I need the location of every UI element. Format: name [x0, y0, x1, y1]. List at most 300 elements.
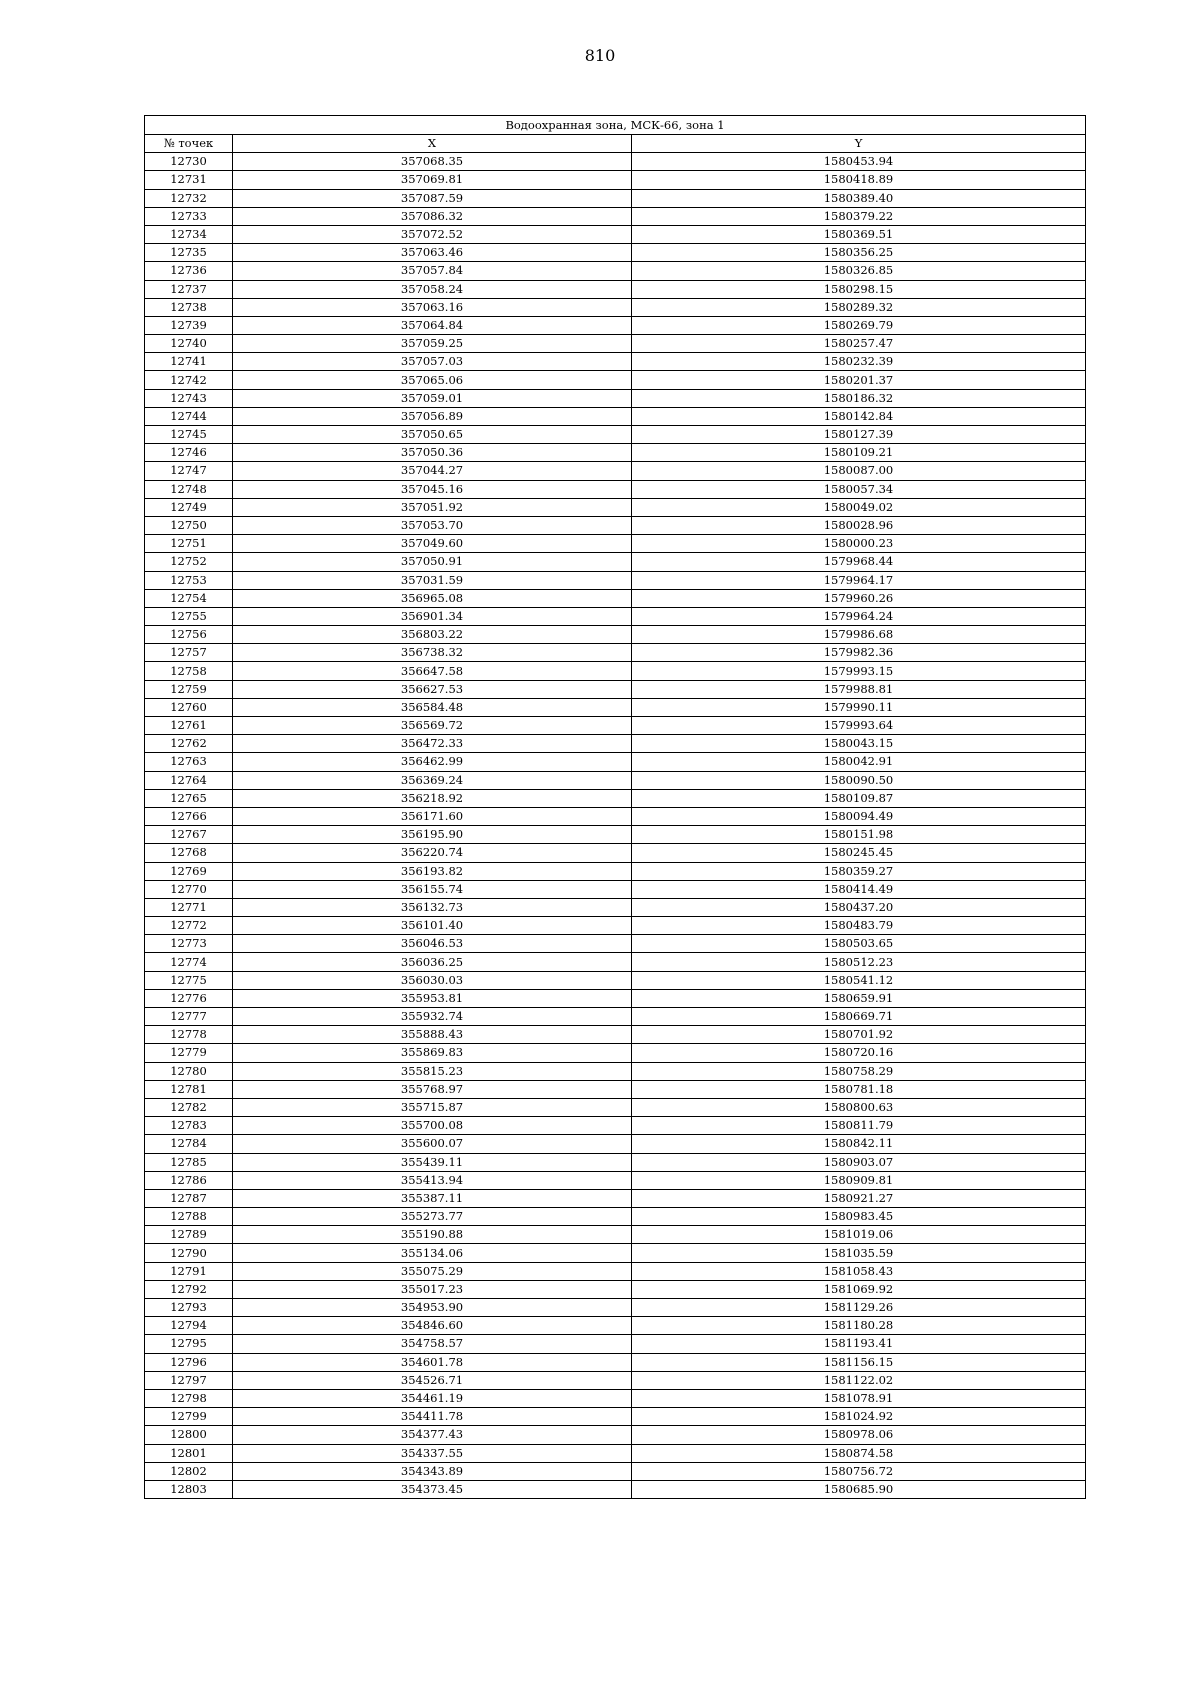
- cell-x: 355932.74: [233, 1008, 632, 1026]
- cell-y: 1580269.79: [632, 316, 1086, 334]
- cell-x: 356101.40: [233, 917, 632, 935]
- cell-y: 1580057.34: [632, 480, 1086, 498]
- cell-y: 1579993.64: [632, 717, 1086, 735]
- cell-point-number: 12762: [145, 735, 233, 753]
- cell-y: 1581156.15: [632, 1353, 1086, 1371]
- cell-y: 1580685.90: [632, 1480, 1086, 1498]
- cell-point-number: 12746: [145, 444, 233, 462]
- cell-y: 1580042.91: [632, 753, 1086, 771]
- table-row: [145, 1371, 1086, 1389]
- cell-x: 355700.08: [233, 1117, 632, 1135]
- table-row: [145, 1189, 1086, 1207]
- cell-x: 354526.71: [233, 1371, 632, 1389]
- cell-y: 1581058.43: [632, 1262, 1086, 1280]
- cell-y: 1579988.81: [632, 680, 1086, 698]
- cell-y: 1580127.39: [632, 426, 1086, 444]
- cell-x: 357044.27: [233, 462, 632, 480]
- cell-point-number: 12773: [145, 935, 233, 953]
- cell-x: 355413.94: [233, 1171, 632, 1189]
- cell-point-number: 12795: [145, 1335, 233, 1353]
- cell-x: 354461.19: [233, 1389, 632, 1407]
- table-row: [145, 1262, 1086, 1280]
- cell-y: 1580201.37: [632, 371, 1086, 389]
- cell-y: 1579990.11: [632, 698, 1086, 716]
- cell-y: 1580049.02: [632, 498, 1086, 516]
- cell-y: 1580811.79: [632, 1117, 1086, 1135]
- cell-x: 356965.08: [233, 589, 632, 607]
- cell-y: 1580356.25: [632, 244, 1086, 262]
- cell-y: 1580142.84: [632, 407, 1086, 425]
- cell-point-number: 12755: [145, 607, 233, 625]
- table-row: [145, 826, 1086, 844]
- cell-x: 355134.06: [233, 1244, 632, 1262]
- cell-point-number: 12734: [145, 225, 233, 243]
- cell-point-number: 12731: [145, 171, 233, 189]
- cell-point-number: 12760: [145, 698, 233, 716]
- cell-y: 1580756.72: [632, 1462, 1086, 1480]
- cell-point-number: 12786: [145, 1171, 233, 1189]
- cell-point-number: 12743: [145, 389, 233, 407]
- cell-x: 357064.84: [233, 316, 632, 334]
- cell-x: 355888.43: [233, 1026, 632, 1044]
- cell-x: 357072.52: [233, 225, 632, 243]
- cell-y: 1579964.24: [632, 607, 1086, 625]
- cell-y: 1580389.40: [632, 189, 1086, 207]
- table-row: [145, 662, 1086, 680]
- table-row: [145, 371, 1086, 389]
- cell-point-number: 12751: [145, 535, 233, 553]
- cell-y: 1579986.68: [632, 626, 1086, 644]
- cell-point-number: 12766: [145, 807, 233, 825]
- cell-x: 355387.11: [233, 1189, 632, 1207]
- cell-y: 1581024.92: [632, 1408, 1086, 1426]
- cell-point-number: 12736: [145, 262, 233, 280]
- cell-x: 356569.72: [233, 717, 632, 735]
- cell-x: 357031.59: [233, 571, 632, 589]
- cell-x: 356030.03: [233, 971, 632, 989]
- table-row: [145, 935, 1086, 953]
- table-row: [145, 862, 1086, 880]
- cell-x: 356647.58: [233, 662, 632, 680]
- cell-point-number: 12757: [145, 644, 233, 662]
- table-row: [145, 335, 1086, 353]
- cell-x: 357051.92: [233, 498, 632, 516]
- table-row: [145, 462, 1086, 480]
- cell-point-number: 12756: [145, 626, 233, 644]
- table-row: [145, 789, 1086, 807]
- cell-y: 1580983.45: [632, 1208, 1086, 1226]
- cell-point-number: 12742: [145, 371, 233, 389]
- cell-point-number: 12798: [145, 1389, 233, 1407]
- cell-x: 354377.43: [233, 1426, 632, 1444]
- table-row: [145, 426, 1086, 444]
- cell-x: 354373.45: [233, 1480, 632, 1498]
- table-row: [145, 735, 1086, 753]
- cell-y: 1580094.49: [632, 807, 1086, 825]
- cell-point-number: 12787: [145, 1189, 233, 1207]
- table-row: [145, 171, 1086, 189]
- header-y: Y: [632, 135, 1086, 153]
- cell-x: 355600.07: [233, 1135, 632, 1153]
- table-row: [145, 1408, 1086, 1426]
- cell-y: 1580701.92: [632, 1026, 1086, 1044]
- table-row: [145, 607, 1086, 625]
- cell-y: 1580781.18: [632, 1080, 1086, 1098]
- cell-y: 1580453.94: [632, 153, 1086, 171]
- cell-y: 1581122.02: [632, 1371, 1086, 1389]
- cell-y: 1580418.89: [632, 171, 1086, 189]
- table-row: [145, 680, 1086, 698]
- cell-y: 1580369.51: [632, 225, 1086, 243]
- table-row: [145, 444, 1086, 462]
- table-row: [145, 880, 1086, 898]
- table-row: [145, 553, 1086, 571]
- cell-point-number: 12781: [145, 1080, 233, 1098]
- table-row: [145, 1353, 1086, 1371]
- table-row: [145, 1299, 1086, 1317]
- cell-x: 356738.32: [233, 644, 632, 662]
- cell-x: 357059.01: [233, 389, 632, 407]
- header-x: X: [233, 135, 632, 153]
- table-row: [145, 225, 1086, 243]
- cell-point-number: 12801: [145, 1444, 233, 1462]
- table-row: [145, 1244, 1086, 1262]
- cell-point-number: 12782: [145, 1098, 233, 1116]
- cell-x: 354758.57: [233, 1335, 632, 1353]
- table-row: [145, 1389, 1086, 1407]
- table-row: [145, 1208, 1086, 1226]
- table-row: [145, 207, 1086, 225]
- cell-y: 1580043.15: [632, 735, 1086, 753]
- cell-point-number: 12740: [145, 335, 233, 353]
- table-row: [145, 280, 1086, 298]
- cell-point-number: 12790: [145, 1244, 233, 1262]
- table-row: [145, 717, 1086, 735]
- cell-y: 1580379.22: [632, 207, 1086, 225]
- table-row: [145, 771, 1086, 789]
- table-row: [145, 1080, 1086, 1098]
- cell-x: 357057.03: [233, 353, 632, 371]
- table-row: [145, 971, 1086, 989]
- cell-point-number: 12758: [145, 662, 233, 680]
- cell-x: 357050.91: [233, 553, 632, 571]
- table-row: [145, 1444, 1086, 1462]
- cell-point-number: 12779: [145, 1044, 233, 1062]
- cell-point-number: 12739: [145, 316, 233, 334]
- cell-y: 1580245.45: [632, 844, 1086, 862]
- table-header-row: [145, 135, 1086, 153]
- cell-x: 355075.29: [233, 1262, 632, 1280]
- cell-y: 1581019.06: [632, 1226, 1086, 1244]
- cell-y: 1580257.47: [632, 335, 1086, 353]
- table-row: [145, 407, 1086, 425]
- cell-point-number: 12730: [145, 153, 233, 171]
- table-row: [145, 1462, 1086, 1480]
- cell-x: 357086.32: [233, 207, 632, 225]
- table-row: [145, 389, 1086, 407]
- cell-x: 356369.24: [233, 771, 632, 789]
- table-row: [145, 953, 1086, 971]
- cell-x: 356171.60: [233, 807, 632, 825]
- cell-x: 357050.36: [233, 444, 632, 462]
- cell-x: 356220.74: [233, 844, 632, 862]
- cell-y: 1580109.87: [632, 789, 1086, 807]
- cell-point-number: 12778: [145, 1026, 233, 1044]
- cell-x: 355953.81: [233, 989, 632, 1007]
- cell-x: 355768.97: [233, 1080, 632, 1098]
- cell-x: 355869.83: [233, 1044, 632, 1062]
- cell-x: 356584.48: [233, 698, 632, 716]
- cell-x: 357065.06: [233, 371, 632, 389]
- table-row: [145, 498, 1086, 516]
- cell-x: 354411.78: [233, 1408, 632, 1426]
- cell-x: 356193.82: [233, 862, 632, 880]
- table-row: [145, 1335, 1086, 1353]
- cell-point-number: 12753: [145, 571, 233, 589]
- table-row: [145, 898, 1086, 916]
- cell-y: 1580151.98: [632, 826, 1086, 844]
- cell-x: 356901.34: [233, 607, 632, 625]
- cell-point-number: 12771: [145, 898, 233, 916]
- cell-x: 354601.78: [233, 1353, 632, 1371]
- cell-y: 1580000.23: [632, 535, 1086, 553]
- cell-x: 354846.60: [233, 1317, 632, 1335]
- cell-y: 1580437.20: [632, 898, 1086, 916]
- cell-x: 356462.99: [233, 753, 632, 771]
- cell-x: 356046.53: [233, 935, 632, 953]
- cell-point-number: 12774: [145, 953, 233, 971]
- cell-point-number: 12797: [145, 1371, 233, 1389]
- table-row: [145, 1026, 1086, 1044]
- cell-point-number: 12796: [145, 1353, 233, 1371]
- cell-x: 354343.89: [233, 1462, 632, 1480]
- table-row: [145, 1008, 1086, 1026]
- table-body: [145, 153, 1086, 1499]
- table-row: [145, 917, 1086, 935]
- cell-point-number: 12763: [145, 753, 233, 771]
- cell-y: 1579960.26: [632, 589, 1086, 607]
- cell-y: 1580909.81: [632, 1171, 1086, 1189]
- cell-y: 1580659.91: [632, 989, 1086, 1007]
- cell-x: 356132.73: [233, 898, 632, 916]
- cell-point-number: 12735: [145, 244, 233, 262]
- table-row: [145, 844, 1086, 862]
- cell-y: 1580359.27: [632, 862, 1086, 880]
- cell-x: 356036.25: [233, 953, 632, 971]
- cell-y: 1580874.58: [632, 1444, 1086, 1462]
- table-row: [145, 1135, 1086, 1153]
- table-row: [145, 1480, 1086, 1498]
- table-row: [145, 753, 1086, 771]
- cell-y: 1580921.27: [632, 1189, 1086, 1207]
- table-row: [145, 353, 1086, 371]
- table-row: [145, 626, 1086, 644]
- cell-point-number: 12802: [145, 1462, 233, 1480]
- cell-y: 1580087.00: [632, 462, 1086, 480]
- cell-point-number: 12789: [145, 1226, 233, 1244]
- cell-y: 1580512.23: [632, 953, 1086, 971]
- cell-y: 1581078.91: [632, 1389, 1086, 1407]
- table-row: [145, 516, 1086, 534]
- cell-x: 357069.81: [233, 171, 632, 189]
- table-row: [145, 807, 1086, 825]
- cell-y: 1581193.41: [632, 1335, 1086, 1353]
- cell-x: 357068.35: [233, 153, 632, 171]
- cell-x: 357053.70: [233, 516, 632, 534]
- table-row: [145, 644, 1086, 662]
- cell-x: 357049.60: [233, 535, 632, 553]
- table-title: Водоохранная зона, МСК-66, зона 1: [145, 116, 1086, 135]
- cell-point-number: 12768: [145, 844, 233, 862]
- cell-point-number: 12749: [145, 498, 233, 516]
- cell-point-number: 12785: [145, 1153, 233, 1171]
- cell-point-number: 12745: [145, 426, 233, 444]
- cell-y: 1579993.15: [632, 662, 1086, 680]
- cell-point-number: 12769: [145, 862, 233, 880]
- cell-x: 355439.11: [233, 1153, 632, 1171]
- cell-y: 1581069.92: [632, 1280, 1086, 1298]
- cell-x: 355273.77: [233, 1208, 632, 1226]
- cell-x: 355715.87: [233, 1098, 632, 1116]
- cell-point-number: 12750: [145, 516, 233, 534]
- cell-x: 357087.59: [233, 189, 632, 207]
- cell-y: 1580326.85: [632, 262, 1086, 280]
- cell-y: 1580090.50: [632, 771, 1086, 789]
- cell-point-number: 12748: [145, 480, 233, 498]
- cell-point-number: 12738: [145, 298, 233, 316]
- cell-point-number: 12800: [145, 1426, 233, 1444]
- cell-point-number: 12792: [145, 1280, 233, 1298]
- cell-x: 357063.16: [233, 298, 632, 316]
- table-row: [145, 1044, 1086, 1062]
- cell-point-number: 12767: [145, 826, 233, 844]
- cell-point-number: 12793: [145, 1299, 233, 1317]
- cell-point-number: 12780: [145, 1062, 233, 1080]
- cell-x: 357056.89: [233, 407, 632, 425]
- cell-x: 354953.90: [233, 1299, 632, 1317]
- cell-y: 1579964.17: [632, 571, 1086, 589]
- cell-point-number: 12741: [145, 353, 233, 371]
- table-row: [145, 298, 1086, 316]
- table-row: [145, 1426, 1086, 1444]
- cell-point-number: 12788: [145, 1208, 233, 1226]
- cell-x: 357045.16: [233, 480, 632, 498]
- cell-point-number: 12754: [145, 589, 233, 607]
- cell-y: 1579982.36: [632, 644, 1086, 662]
- table-row: [145, 1098, 1086, 1116]
- table-row: [145, 571, 1086, 589]
- table-row: [145, 1062, 1086, 1080]
- cell-point-number: 12744: [145, 407, 233, 425]
- cell-x: 357059.25: [233, 335, 632, 353]
- cell-y: 1580414.49: [632, 880, 1086, 898]
- cell-point-number: 12799: [145, 1408, 233, 1426]
- cell-y: 1580483.79: [632, 917, 1086, 935]
- table-row: [145, 1117, 1086, 1135]
- cell-point-number: 12791: [145, 1262, 233, 1280]
- table-row: [145, 589, 1086, 607]
- cell-y: 1581129.26: [632, 1299, 1086, 1317]
- cell-x: 355815.23: [233, 1062, 632, 1080]
- cell-x: 356195.90: [233, 826, 632, 844]
- cell-point-number: 12783: [145, 1117, 233, 1135]
- cell-point-number: 12775: [145, 971, 233, 989]
- table-row: [145, 244, 1086, 262]
- cell-y: 1579968.44: [632, 553, 1086, 571]
- table-row: [145, 316, 1086, 334]
- table-row: [145, 1226, 1086, 1244]
- table-row: [145, 189, 1086, 207]
- table-row: [145, 535, 1086, 553]
- table-row: [145, 989, 1086, 1007]
- cell-point-number: 12752: [145, 553, 233, 571]
- header-point-number: № точек: [145, 135, 233, 153]
- cell-y: 1580758.29: [632, 1062, 1086, 1080]
- cell-x: 357058.24: [233, 280, 632, 298]
- cell-x: 355190.88: [233, 1226, 632, 1244]
- coordinates-table: [144, 115, 1086, 1499]
- table-row: [145, 698, 1086, 716]
- cell-y: 1581180.28: [632, 1317, 1086, 1335]
- table-row: [145, 153, 1086, 171]
- table-row: [145, 262, 1086, 280]
- cell-point-number: 12784: [145, 1135, 233, 1153]
- cell-point-number: 12794: [145, 1317, 233, 1335]
- cell-point-number: 12761: [145, 717, 233, 735]
- cell-y: 1580109.21: [632, 444, 1086, 462]
- cell-y: 1580232.39: [632, 353, 1086, 371]
- cell-y: 1580289.32: [632, 298, 1086, 316]
- cell-x: 356472.33: [233, 735, 632, 753]
- cell-point-number: 12732: [145, 189, 233, 207]
- cell-point-number: 12777: [145, 1008, 233, 1026]
- cell-point-number: 12772: [145, 917, 233, 935]
- cell-x: 356155.74: [233, 880, 632, 898]
- cell-y: 1580298.15: [632, 280, 1086, 298]
- cell-y: 1580903.07: [632, 1153, 1086, 1171]
- cell-y: 1580541.12: [632, 971, 1086, 989]
- page-number: 810: [584, 46, 616, 65]
- table-title-row: [145, 116, 1086, 135]
- cell-x: 357050.65: [233, 426, 632, 444]
- table-row: [145, 1317, 1086, 1335]
- cell-point-number: 12770: [145, 880, 233, 898]
- table-row: [145, 480, 1086, 498]
- table-row: [145, 1171, 1086, 1189]
- cell-y: 1581035.59: [632, 1244, 1086, 1262]
- table-row: [145, 1280, 1086, 1298]
- cell-point-number: 12765: [145, 789, 233, 807]
- cell-y: 1580669.71: [632, 1008, 1086, 1026]
- cell-x: 355017.23: [233, 1280, 632, 1298]
- cell-y: 1580978.06: [632, 1426, 1086, 1444]
- cell-point-number: 12776: [145, 989, 233, 1007]
- cell-x: 357063.46: [233, 244, 632, 262]
- cell-point-number: 12764: [145, 771, 233, 789]
- cell-point-number: 12737: [145, 280, 233, 298]
- cell-x: 357057.84: [233, 262, 632, 280]
- cell-x: 354337.55: [233, 1444, 632, 1462]
- cell-y: 1580028.96: [632, 516, 1086, 534]
- cell-x: 356803.22: [233, 626, 632, 644]
- cell-x: 356627.53: [233, 680, 632, 698]
- cell-x: 356218.92: [233, 789, 632, 807]
- cell-y: 1580720.16: [632, 1044, 1086, 1062]
- cell-y: 1580186.32: [632, 389, 1086, 407]
- cell-point-number: 12803: [145, 1480, 233, 1498]
- cell-point-number: 12747: [145, 462, 233, 480]
- cell-y: 1580800.63: [632, 1098, 1086, 1116]
